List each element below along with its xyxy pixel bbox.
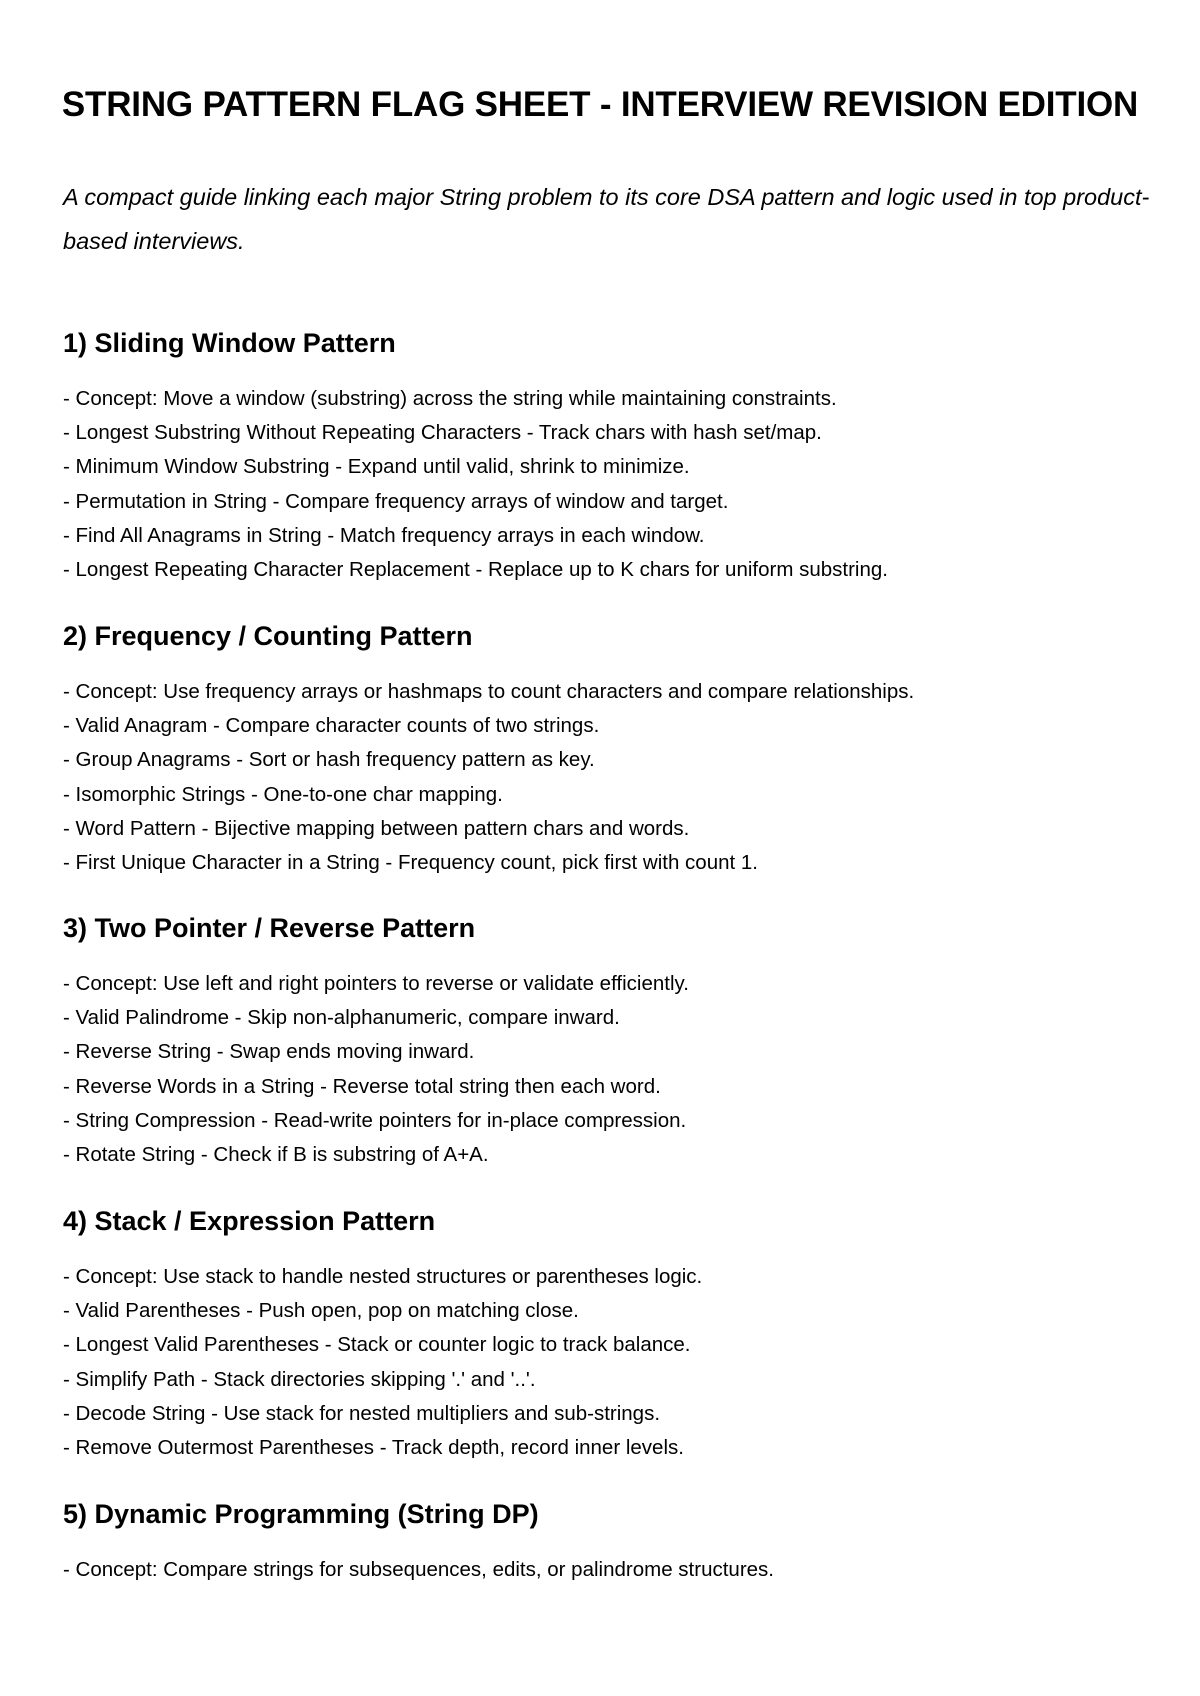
document-title: STRING PATTERN FLAG SHEET - INTERVIEW REVISION EDITION [61, 85, 1139, 125]
bullet-list [63, 675, 1153, 880]
section-heading: 1) Sliding Window Pattern [63, 328, 396, 358]
section-string-dp [63, 1497, 1153, 1587]
bullet-item: - Find All Anagrams in String - Match frequency arrays in each window. [63, 523, 705, 547]
bullet-item: - Longest Valid Parentheses - Stack or counter logic to track balance. [63, 1333, 691, 1357]
section-sliding-window [63, 326, 1153, 587]
bullet-item: - Decode String - Use stack for nested multipliers and sub-strings. [63, 1401, 661, 1425]
bullet-item: - Longest Substring Without Repeating Characters - Track chars with hash set/map. [63, 421, 822, 445]
bullet-item: - Word Pattern - Bijective mapping between pattern chars and words. [63, 816, 690, 840]
bullet-list [63, 1553, 1153, 1587]
bullet-item: - Simplify Path - Stack directories skipping '.' and '..'. [63, 1367, 536, 1391]
bullet-item: - Minimum Window Substring - Expand until valid, shrink to minimize. [63, 455, 690, 479]
section-two-pointer [63, 911, 1153, 1172]
bullet-item: - Valid Anagram - Compare character counts of two strings. [63, 714, 600, 738]
bullet-list [63, 967, 1153, 1172]
document-subtitle: A compact guide linking each major String problem to its core DSA pattern and logic used in top product-based interviews. [63, 184, 1150, 254]
bullet-item: - Reverse Words in a String - Reverse total string then each word. [63, 1074, 661, 1098]
bullet-item: - Isomorphic Strings - One-to-one char mapping. [63, 782, 503, 806]
bullet-item: - Longest Repeating Character Replacement - Replace up to K chars for uniform substring. [63, 557, 888, 581]
bullet-item: - Rotate String - Check if B is substring of A+A. [63, 1142, 489, 1166]
section-heading: 2) Frequency / Counting Pattern [63, 621, 473, 651]
bullet-item: - Permutation in String - Compare frequency arrays of window and target. [63, 489, 729, 513]
bullet-item: - Remove Outermost Parentheses - Track depth, record inner levels. [63, 1435, 684, 1459]
section-frequency-counting [63, 619, 1153, 880]
bullet-list [63, 382, 1153, 587]
bullet-list [63, 1260, 1153, 1465]
bullet-item: - First Unique Character in a String - Frequency count, pick first with count 1. [63, 850, 758, 874]
bullet-item: - Group Anagrams - Sort or hash frequency pattern as key. [63, 748, 595, 772]
bullet-item: - Reverse String - Swap ends moving inward. [63, 1040, 475, 1064]
section-heading: 5) Dynamic Programming (String DP) [63, 1499, 539, 1529]
bullet-item: - Concept: Move a window (substring) across the string while maintaining constraints. [63, 387, 837, 410]
bullet-item: - Concept: Use stack to handle nested structures or parentheses logic. [63, 1265, 703, 1288]
bullet-item: - Valid Palindrome - Skip non-alphanumeric, compare inward. [63, 1006, 620, 1030]
bullet-item: - Concept: Compare strings for subsequences, edits, or palindrome structures. [63, 1558, 774, 1581]
section-heading: 3) Two Pointer / Reverse Pattern [63, 913, 476, 943]
bullet-item: - Valid Parentheses - Push open, pop on matching close. [63, 1299, 579, 1323]
section-stack-expression [63, 1204, 1153, 1465]
bullet-item: - String Compression - Read-write pointers for in-place compression. [63, 1108, 687, 1132]
section-heading: 4) Stack / Expression Pattern [63, 1206, 436, 1236]
bullet-item: - Concept: Use left and right pointers to reverse or validate efficiently. [63, 972, 689, 995]
bullet-item: - Concept: Use frequency arrays or hashmaps to count characters and compare relationships. [63, 680, 915, 703]
